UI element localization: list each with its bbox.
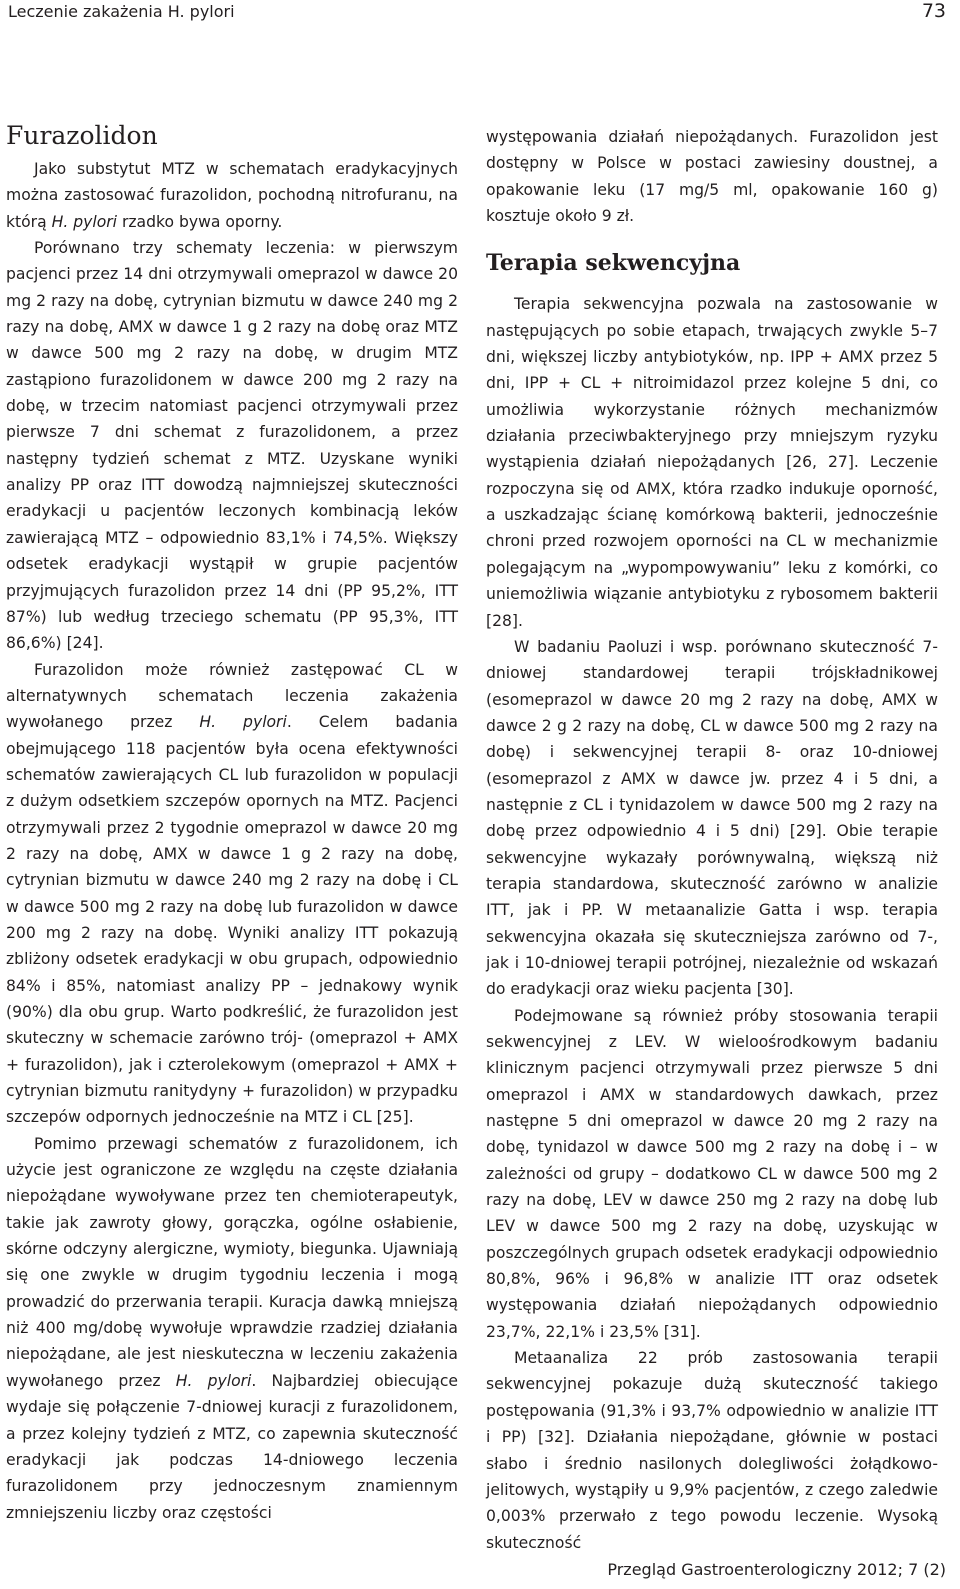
paragraph: Porównano trzy schematy leczenia: w pierwszym pacjenci przez 14 dni otrzymywali omeprazol w dawce 20 mg 2 razy na dobę, cytrynian bizmutu w dawce 240 mg 2 razy na dobę, AMX w dawce 1 g 2 razy na dobę oraz MTZ w dawce 500 mg 2 razy na dobę, w drugim MTZ zastąpiono furazolidonem w dawce 200 mg 2 razy na dobę, w trzecim natomiast pacjenci otrzymywali przez pierwsze 7 dni schemat z furazolidonem, a przez następny tydzień schemat z MTZ. Uzyskane wyniki analizy PP oraz ITT dowodzą najmniejszej skuteczności eradykacji u pacjentów leczonych kombinacją leków zawierającą MTZ – odpowiednio 83,1% i 74,5%. Większy odsetek eradykacji wystąpił w grupie pacjentów przyjmujących furazolidon przez 14 dni (PP 95,2%, ITT 87%) lub według trzeciego schematu (PP 95,3%, ITT 86,6%) [24]. xyxy=(6,239,458,653)
paragraph: Terapia sekwencyjna pozwala na zastosowanie w następujących po sobie etapach, trwających zwykle 5–7 dni, większej liczby antybiotyków, np. IPP + AMX przez 5 dni, IPP + CL + nitroimidazol przez kolejne 5 dni, co umożliwia wykorzystanie różnych mechanizmów działania przeciwbakteryjnego przy mniejszym ryzyku wystąpienia działań niepożądanych [26, 27]. Leczenie rozpoczyna się od AMX, która rzadko indukuje oporność, a uszkadzając ścianę komórkową bakterii, jednocześnie chroni przed rozwojem oporności na CL w mechanizmie polegającym na „wypompowywaniu” leku z komórki, co uniemożliwia wiązanie antybiotyku z rybosomem bakterii [28]. xyxy=(486,295,938,630)
paragraph: Metaanaliza 22 prób zastosowania terapii sekwencyjnej pokazuje dużą skuteczność takiego postępowania (91,3% i 93,7% odpowiednio w analizie ITT i PP) [32]. Działania niepożądane, głównie w postaci słabo i średnio nasilonych dolegliwości żołądkowo-jelitowych, wystąpiły u 9,9% pacjentów, z czego zaledwie 0,003% przerwało z tego powodu leczenie. Wysoką skuteczność xyxy=(486,1349,938,1552)
paragraph: W badaniu Paoluzi i wsp. porównano skuteczność 7-dniowej standardowej terapii trójskładnikowej (esomeprazol w dawce 20 mg 2 razy na dobę, AMX w dawce 2 g 2 razy na dobę, CL w dawce 500 mg 2 razy na dobę) i sekwencyjnej terapii 8- oraz 10-dniowej (esomeprazol z AMX w dawce jw. przez 4 i 5 dni, a następnie z CL i tynidazolem w dawce 500 mg 2 razy na dobę przez odpowiednio 4 i 5 dni) [29]. Obie terapie sekwencyjne wykazały porównywalną, większą niż terapia standardowa, skuteczność zarówno w analizie ITT, jak i PP. W metaanalizie Gatta i wsp. terapia sekwencyjna okazała się skuteczniejsza zarówno od 7-, jak i 10-dniowej terapii potrójnej, niezależnie od wskazań do eradykacji oraz wieku pacjenta [30]. xyxy=(486,637,938,999)
section-heading-furazolidon: Furazolidon xyxy=(6,121,158,150)
page-header xyxy=(0,0,960,28)
paragraph: Pomimo przewagi schematów z furazolidonem, ich użycie jest ograniczone ze względu na częste działania niepożądane wywoływane przez ten chemioterapeutyk, takie jak zawroty głowy, gorączka, ogólne osłabienie, skórne odczyny alergiczne, wymioty, biegunka. Ujawniają się one zwykle w drugim tygodniu leczenia i mogą prowadzić do przerwania terapii. Kuracja dawką mniejszą niż 400 mg/dobę wywołuje wprawdzie rzadziej działania niepożądane, ale jest nieskuteczna w leczeniu zakażenia wywołanego przez H. pylori. Najbardziej obiecujące wydaje się połączenie 7-dniowej kuracji z furazolidonem, a przez kolejny tydzień z MTZ, co zapewnia skuteczność eradykacji jak podczas 14-dniowego leczenia furazolidonem przy jednoczesnym znamiennym zmniejszeniu liczby oraz częstości xyxy=(6,1134,459,1522)
paragraph: występowania działań niepożądanych. Furazolidon jest dostępny w Polsce w postaci zawiesiny doustnej, a opakowanie leku (17 mg/5 ml, opakowanie 160 g) kosztuje około 9 zł. xyxy=(486,128,938,226)
running-title: Leczenie zakażenia H. pylori xyxy=(8,2,235,21)
paragraph: Podejmowane są również próby stosowania terapii sekwencyjnej z LEV. W wieloośrodkowym badaniu klinicznym pacjenci otrzymywali przez pierwsze 5 dni omeprazol i AMX w standardowych dawkach, przez następne 5 dni omeprazol w dawce 20 mg 2 razy na dobę, tynidazol w dawce 500 mg 2 razy na dobę i – w zależności od grupy – dodatkowo CL w dawce 500 mg 2 razy na dobę, LEV w dawce 250 mg 2 razy na dobę lub LEV w dawce 500 mg 2 razy na dobę, uzyskując w poszczególnych grupach odsetek eradykacji odpowiednio 80,8%, 96% i 96,8% w analizie ITT oraz odsetek występowania działań niepożądanych odpowiednio 23,7%, 22,1% i 23,5% [31]. xyxy=(486,1006,938,1341)
paragraph: Jako substytut MTZ w schematach eradykacyjnych można zastosować furazolidon, pochodną nitrofuranu, na którą H. pylori rzadko bywa oporny. xyxy=(6,160,458,231)
page-number: 73 xyxy=(921,0,946,22)
section-heading-terapia-sekwencyjna: Terapia sekwencyjna xyxy=(486,250,741,277)
paragraph: Furazolidon może również zastępować CL w alternatywnych schematach leczenia zakażenia wywołanego przez H. pylori. Celem badania obejmującego 118 pacjentów była ocena efektywności schematów zawierających CL lub furazolidon w populacji z dużym odsetkiem szczepów opornych na MTZ. Pacjenci otrzymywali przez 2 tygodnie omeprazol w dawce 20 mg 2 razy na dobę, AMX w dawce 1 g 2 razy na dobę, cytrynian bizmutu w dawce 240 mg 2 razy na dobę i CL w dawce 500 mg 2 razy na dobę lub furazolidon w dawce 200 mg 2 razy na dobę. Wyniki analizy ITT pokazują zbliżony odsetek eradykacji w obu grupach, odpowiednio 84% i 85%, natomiast analizy PP – jednakowy wynik (90%) dla obu grup. Warto podkreślić, że furazolidon jest skuteczny w schemacie zarówno trój- (omeprazol + AMX + furazolidon), jak i czterolekowym (omeprazol + AMX + cytrynian bizmutu ranitydyny + furazolidon) w przypadku szczepów odpornych jednocześnie na MTZ i CL [25]. xyxy=(6,660,458,1127)
left-column xyxy=(6,118,458,1526)
journal-footer: Przegląd Gastroenterologiczny 2012; 7 (2) xyxy=(607,1560,946,1579)
right-column xyxy=(486,124,938,1556)
